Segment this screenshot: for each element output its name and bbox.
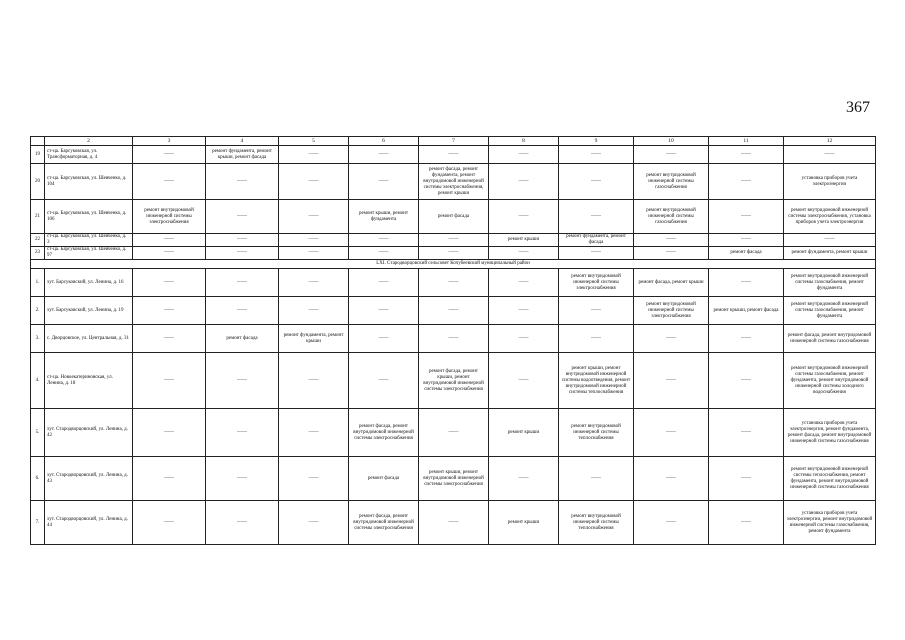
work-cell: —— bbox=[559, 325, 634, 353]
work-cell: —— bbox=[489, 247, 559, 260]
work-cell: ремонт фасада, ремонт крыши, ремонт внутридомовой инженерной системы электроснабжения bbox=[419, 353, 489, 409]
work-cell: ремонт крыши, ремонт внутридомовой инженерной системы водоотведения, ремонт внутридомовой инженерной системы теплоснабжения bbox=[559, 353, 634, 409]
work-cell: ремонт крыши, ремонт внутридомовой инженерной системы электроснабжения bbox=[419, 457, 489, 501]
work-cell: —— bbox=[279, 501, 349, 545]
work-cell: —— bbox=[559, 200, 634, 234]
work-cell: —— bbox=[279, 353, 349, 409]
work-cell: —— bbox=[419, 234, 489, 247]
page-number: 367 bbox=[846, 99, 870, 116]
work-cell: —— bbox=[349, 247, 419, 260]
work-cell: ремонт фасада, ремонт внутридомовой инженерной системы электроснабжения bbox=[349, 409, 419, 457]
work-cell: —— bbox=[634, 353, 709, 409]
address-cell: хут. Барсуковский, ул. Ленина, д. 16 bbox=[45, 269, 133, 297]
work-cell: ремонт фасада bbox=[709, 247, 784, 260]
work-cell: установка приборов учета электроэнергии, ремонт внутридомовой инженерной системы газоснабжения, ремонт фундамента bbox=[784, 501, 876, 545]
table-row bbox=[31, 501, 876, 545]
work-cell: ремонт фасада, ремонт крыши bbox=[634, 269, 709, 297]
row-number: 1. bbox=[31, 269, 45, 297]
work-cell: —— bbox=[419, 409, 489, 457]
work-cell: ремонт фасада, ремонт внутридомовой инженерной системы электроснабжения bbox=[349, 501, 419, 545]
work-cell: —— bbox=[133, 146, 206, 164]
table-row bbox=[31, 234, 876, 247]
column-header: 4 bbox=[206, 137, 279, 146]
work-cell: —— bbox=[133, 234, 206, 247]
work-cell: —— bbox=[784, 234, 876, 247]
work-cell: —— bbox=[206, 234, 279, 247]
work-cell: —— bbox=[489, 164, 559, 200]
address-cell: ст-ца. Барсуковская, ул. Шевченко, д. 3 bbox=[45, 234, 133, 247]
address-cell: ст-ца. Барсуковская, ул. Шевченко, д. 104 bbox=[45, 164, 133, 200]
work-cell: —— bbox=[709, 325, 784, 353]
work-cell: ремонт внутридомовой инженерной системы газоснабжения bbox=[634, 164, 709, 200]
work-cell: —— bbox=[709, 457, 784, 501]
work-cell: —— bbox=[559, 247, 634, 260]
work-cell: —— bbox=[349, 297, 419, 325]
work-cell: —— bbox=[279, 200, 349, 234]
work-cell: —— bbox=[634, 234, 709, 247]
work-cell: —— bbox=[559, 164, 634, 200]
column-header: 2 bbox=[45, 137, 133, 146]
table-row bbox=[31, 164, 876, 200]
work-cell: ремонт внутридомовой инженерной системы газоснабжения bbox=[634, 200, 709, 234]
work-cell: ремонт фасада bbox=[206, 325, 279, 353]
work-cell: ремонт фундамента, ремонт крыши bbox=[784, 247, 876, 260]
address-cell: ст-ца. Новоекатериновская, ул. Ленина, д. 18 bbox=[45, 353, 133, 409]
work-cell: —— bbox=[634, 457, 709, 501]
row-number: 20 bbox=[31, 164, 45, 200]
row-number: 23 bbox=[31, 247, 45, 260]
work-cell: —— bbox=[133, 409, 206, 457]
work-cell: —— bbox=[489, 146, 559, 164]
work-cell: —— bbox=[709, 146, 784, 164]
work-cell: —— bbox=[133, 247, 206, 260]
address-cell: ст-ца. Барсуковская, ул. Шевченко, д. 106 bbox=[45, 200, 133, 234]
row-number: 7. bbox=[31, 501, 45, 545]
table-row bbox=[31, 247, 876, 260]
work-cell: ремонт крыши bbox=[489, 409, 559, 457]
work-cell: —— bbox=[419, 297, 489, 325]
work-cell: —— bbox=[634, 409, 709, 457]
address-cell: ст-ца. Барсуковская, ул. Трансформаторная, д. 4 bbox=[45, 146, 133, 164]
work-cell: ремонт фасада bbox=[349, 457, 419, 501]
work-cell: —— bbox=[559, 457, 634, 501]
work-cell: —— bbox=[489, 457, 559, 501]
work-cell: —— bbox=[489, 297, 559, 325]
work-cell: —— bbox=[133, 269, 206, 297]
row-number: 2. bbox=[31, 297, 45, 325]
column-header: 5 bbox=[279, 137, 349, 146]
work-cell: —— bbox=[489, 353, 559, 409]
work-cell: —— bbox=[279, 409, 349, 457]
work-cell: ремонт фундамента, ремонт крыши, ремонт фасада bbox=[206, 146, 279, 164]
work-cell: ремонт крыши bbox=[489, 234, 559, 247]
column-header: 7 bbox=[419, 137, 489, 146]
work-cell: —— bbox=[133, 325, 206, 353]
column-header: 9 bbox=[559, 137, 634, 146]
table-row bbox=[31, 297, 876, 325]
work-cell: —— bbox=[634, 325, 709, 353]
column-header: 11 bbox=[709, 137, 784, 146]
repair-schedule-table bbox=[30, 136, 876, 545]
address-cell: ст-ца. Барсуковская, ул. Шевченко, д. 97 bbox=[45, 247, 133, 260]
work-cell: —— bbox=[419, 269, 489, 297]
work-cell: —— bbox=[206, 297, 279, 325]
work-cell: —— bbox=[489, 269, 559, 297]
work-cell: —— bbox=[419, 325, 489, 353]
row-number: 4. bbox=[31, 353, 45, 409]
work-cell: —— bbox=[709, 269, 784, 297]
work-cell: —— bbox=[279, 234, 349, 247]
table-row bbox=[31, 146, 876, 164]
table-row bbox=[31, 325, 876, 353]
work-cell: ремонт фасада bbox=[419, 200, 489, 234]
work-cell: —— bbox=[279, 457, 349, 501]
work-cell: —— bbox=[419, 247, 489, 260]
work-cell: —— bbox=[349, 234, 419, 247]
work-cell: —— bbox=[419, 146, 489, 164]
address-cell: хут. Стародворцовский, ул. Ленина, д. 42 bbox=[45, 409, 133, 457]
work-cell: ремонт фасада, ремонт внутридомовой инженерной системы газоснабжения bbox=[784, 325, 876, 353]
work-cell: —— bbox=[279, 247, 349, 260]
work-cell: —— bbox=[634, 146, 709, 164]
address-cell: хут. Стародворцовский, ул. Ленина, д. 44 bbox=[45, 501, 133, 545]
table-row bbox=[31, 353, 876, 409]
table-row bbox=[31, 457, 876, 501]
work-cell: —— bbox=[559, 297, 634, 325]
work-cell: —— bbox=[349, 164, 419, 200]
work-cell: —— bbox=[709, 234, 784, 247]
work-cell: ремонт внутридомовой инженерной системы теплоснабжения bbox=[559, 409, 634, 457]
row-number: 3. bbox=[31, 325, 45, 353]
table-row bbox=[31, 409, 876, 457]
work-cell: ремонт фундамента, ремонт фасада bbox=[559, 234, 634, 247]
work-cell: —— bbox=[133, 297, 206, 325]
work-cell: —— bbox=[634, 501, 709, 545]
work-cell: —— bbox=[489, 200, 559, 234]
work-cell: —— bbox=[349, 353, 419, 409]
work-cell: —— bbox=[133, 457, 206, 501]
work-cell: установка приборов учета электроэнергии, ремонт фундамента, ремонт фасада, ремонт внутридомовой инженерной системы газоснабжения bbox=[784, 409, 876, 457]
column-header: 10 bbox=[634, 137, 709, 146]
column-header: 3 bbox=[133, 137, 206, 146]
row-number: 19 bbox=[31, 146, 45, 164]
row-number: 22 bbox=[31, 234, 45, 247]
work-cell: ремонт внутридомовой инженерной системы теплоснабжения, ремонт фундамента, ремонт внутридомовой инженерной системы газоснабжения bbox=[784, 457, 876, 501]
work-cell: ремонт крыши, ремонт фундамента bbox=[349, 200, 419, 234]
work-cell: —— bbox=[206, 269, 279, 297]
work-cell: —— bbox=[709, 353, 784, 409]
work-cell: —— bbox=[133, 353, 206, 409]
work-cell: —— bbox=[206, 247, 279, 260]
work-cell: ремонт фундамента, ремонт крыши bbox=[279, 325, 349, 353]
work-cell: —— bbox=[279, 164, 349, 200]
work-cell: —— bbox=[206, 457, 279, 501]
column-header: 6 bbox=[349, 137, 419, 146]
work-cell: ремонт внутридомовой инженерной системы электроснабжения bbox=[133, 200, 206, 234]
work-cell: —— bbox=[206, 501, 279, 545]
work-cell: установка приборов учета электроэнергии bbox=[784, 164, 876, 200]
row-number: 6. bbox=[31, 457, 45, 501]
address-cell: хут. Стародворцовский, ул. Ленина, д. 43 bbox=[45, 457, 133, 501]
address-cell: хут. Барсуковский, ул. Ленина, д. 19 bbox=[45, 297, 133, 325]
work-cell: —— bbox=[559, 146, 634, 164]
work-cell: —— bbox=[206, 164, 279, 200]
work-cell: —— bbox=[709, 501, 784, 545]
column-header bbox=[31, 137, 45, 146]
work-cell: —— bbox=[133, 501, 206, 545]
table-row bbox=[31, 269, 876, 297]
work-cell: —— bbox=[206, 200, 279, 234]
work-cell: —— bbox=[634, 247, 709, 260]
work-cell: ремонт внутридомовой инженерной системы газоснабжения, ремонт фундамента bbox=[784, 269, 876, 297]
work-cell: —— bbox=[709, 200, 784, 234]
work-cell: ремонт внутридомовой инженерной системы газоснабжения, ремонт фундамента, ремонт внутридомовой инженерной системы холодного водоснабжения bbox=[784, 353, 876, 409]
column-header: 8 bbox=[489, 137, 559, 146]
work-cell: —— bbox=[206, 353, 279, 409]
work-cell: ремонт крыши, ремонт фасада bbox=[709, 297, 784, 325]
work-cell: —— bbox=[349, 269, 419, 297]
column-number-row bbox=[31, 137, 876, 146]
work-cell: —— bbox=[709, 164, 784, 200]
work-cell: —— bbox=[279, 297, 349, 325]
work-cell: —— bbox=[784, 146, 876, 164]
work-cell: ремонт внутридомовой инженерной системы электроснабжения, установка приборов учета электроэнергии bbox=[784, 200, 876, 234]
work-cell: —— bbox=[489, 325, 559, 353]
work-cell: ремонт внутридомовой инженерной системы теплоснабжения bbox=[559, 501, 634, 545]
address-cell: с. Дворцовское, ул. Центральная, д. 31 bbox=[45, 325, 133, 353]
work-cell: —— bbox=[349, 146, 419, 164]
work-cell: ремонт крыши bbox=[489, 501, 559, 545]
work-cell: —— bbox=[419, 501, 489, 545]
column-header: 12 bbox=[784, 137, 876, 146]
row-number: 21 bbox=[31, 200, 45, 234]
work-cell: —— bbox=[133, 164, 206, 200]
work-cell: —— bbox=[709, 409, 784, 457]
work-cell: ремонт фасада, ремонт фундамента, ремонт внутридомовой инженерной системы электроснабжения, ремонт крыши bbox=[419, 164, 489, 200]
work-cell: ремонт внутридомовой инженерной системы электроснабжения bbox=[634, 297, 709, 325]
section-title: LXI. Стародворцовский сельсовет Кочубеевский муниципальный район bbox=[31, 260, 876, 269]
row-number: 5. bbox=[31, 409, 45, 457]
work-cell: —— bbox=[349, 325, 419, 353]
section-row bbox=[31, 260, 876, 269]
work-cell: ремонт внутридомовой инженерной системы газоснабжения, ремонт фундамента bbox=[784, 297, 876, 325]
work-cell: ремонт внутридомовой инженерной системы электроснабжения bbox=[559, 269, 634, 297]
table-row bbox=[31, 200, 876, 234]
work-cell: —— bbox=[206, 409, 279, 457]
work-cell: —— bbox=[279, 269, 349, 297]
work-cell: —— bbox=[279, 146, 349, 164]
